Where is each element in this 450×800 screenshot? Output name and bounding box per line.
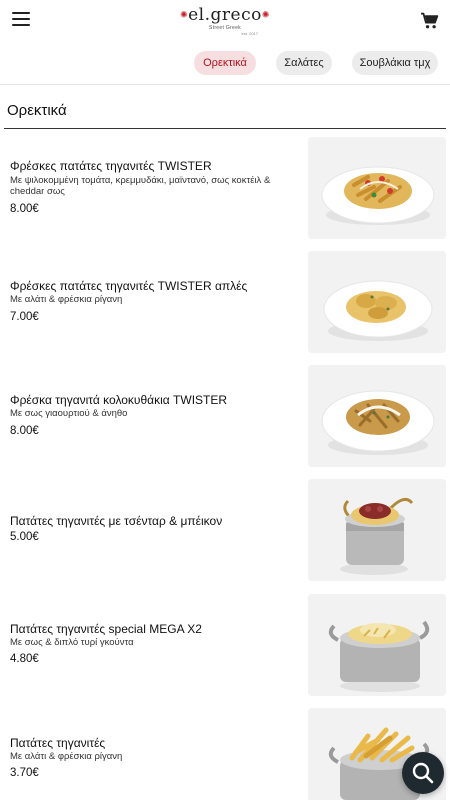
section-title: Ορεκτικά bbox=[7, 102, 67, 119]
tab-souvlaki[interactable]: Σουβλάκια τμχ bbox=[352, 51, 438, 75]
item-price: 4.80€ bbox=[10, 653, 39, 665]
item-price: 5.00€ bbox=[10, 531, 39, 543]
section-underline bbox=[4, 128, 446, 129]
item-price: 3.70€ bbox=[10, 767, 39, 779]
search-button[interactable] bbox=[402, 752, 444, 794]
top-bar bbox=[0, 0, 450, 40]
item-description: Με αλάτι & φρέσκια ρίγανη bbox=[10, 751, 123, 762]
hamburger-menu-icon[interactable] bbox=[12, 12, 30, 28]
logo-established: est. 2017 bbox=[241, 30, 258, 36]
tab-salads[interactable]: Σαλάτες bbox=[276, 51, 332, 75]
category-tabs bbox=[0, 48, 450, 78]
shopping-cart-icon[interactable] bbox=[420, 12, 440, 30]
menu-item[interactable] bbox=[0, 594, 450, 698]
logo-tagline: Street Greek bbox=[209, 24, 241, 31]
zucchini-plate-photo bbox=[308, 365, 446, 467]
menu-item[interactable] bbox=[0, 251, 450, 355]
search-icon bbox=[402, 752, 444, 794]
header-divider bbox=[0, 84, 450, 85]
item-name: Φρέσκες πατάτες τηγανιτές TWISTER bbox=[10, 159, 212, 173]
item-name: Φρέσκα τηγανιτά κολοκυθάκια TWISTER bbox=[10, 393, 228, 407]
item-description: Με σως γιαουρτιού & άνηθο bbox=[10, 408, 128, 419]
item-price: 7.00€ bbox=[10, 311, 39, 323]
item-name: Πατάτες τηγανιτές bbox=[10, 736, 106, 750]
chips-plate-photo bbox=[308, 251, 446, 353]
bacon-pot-photo bbox=[308, 479, 446, 581]
item-price: 8.00€ bbox=[10, 203, 39, 215]
item-description: Με σως & διπλό τυρί γκούντα bbox=[10, 637, 134, 648]
item-name: Φρέσκες πατάτες τηγανιτές TWISTER απλές bbox=[10, 279, 248, 293]
item-description: Με ψιλοκομμένη τομάτα, κρεμμυδάκι, μαϊντανό, σως κοκτέιλ & cheddar σως bbox=[10, 175, 271, 197]
tab-appetizers[interactable]: Ορεκτικά bbox=[194, 51, 256, 75]
item-name: Πατάτες τηγανιτές με τσένταρ & μπέικον bbox=[10, 514, 223, 528]
menu-item[interactable] bbox=[0, 137, 450, 241]
brand-logo[interactable] bbox=[178, 6, 272, 34]
menu-item[interactable] bbox=[0, 708, 450, 800]
menu-item[interactable] bbox=[0, 479, 450, 583]
item-price: 8.00€ bbox=[10, 425, 39, 437]
menu-item[interactable] bbox=[0, 365, 450, 469]
item-name: Πατάτες τηγανιτές special MEGA X2 bbox=[10, 622, 202, 636]
item-description: Με αλάτι & φρέσκια ρίγανη bbox=[10, 294, 123, 305]
fries-plate-photo bbox=[308, 137, 446, 239]
logo-wordmark: ✺el.greco✺ bbox=[180, 5, 270, 25]
cheese-pot-photo bbox=[308, 594, 446, 696]
